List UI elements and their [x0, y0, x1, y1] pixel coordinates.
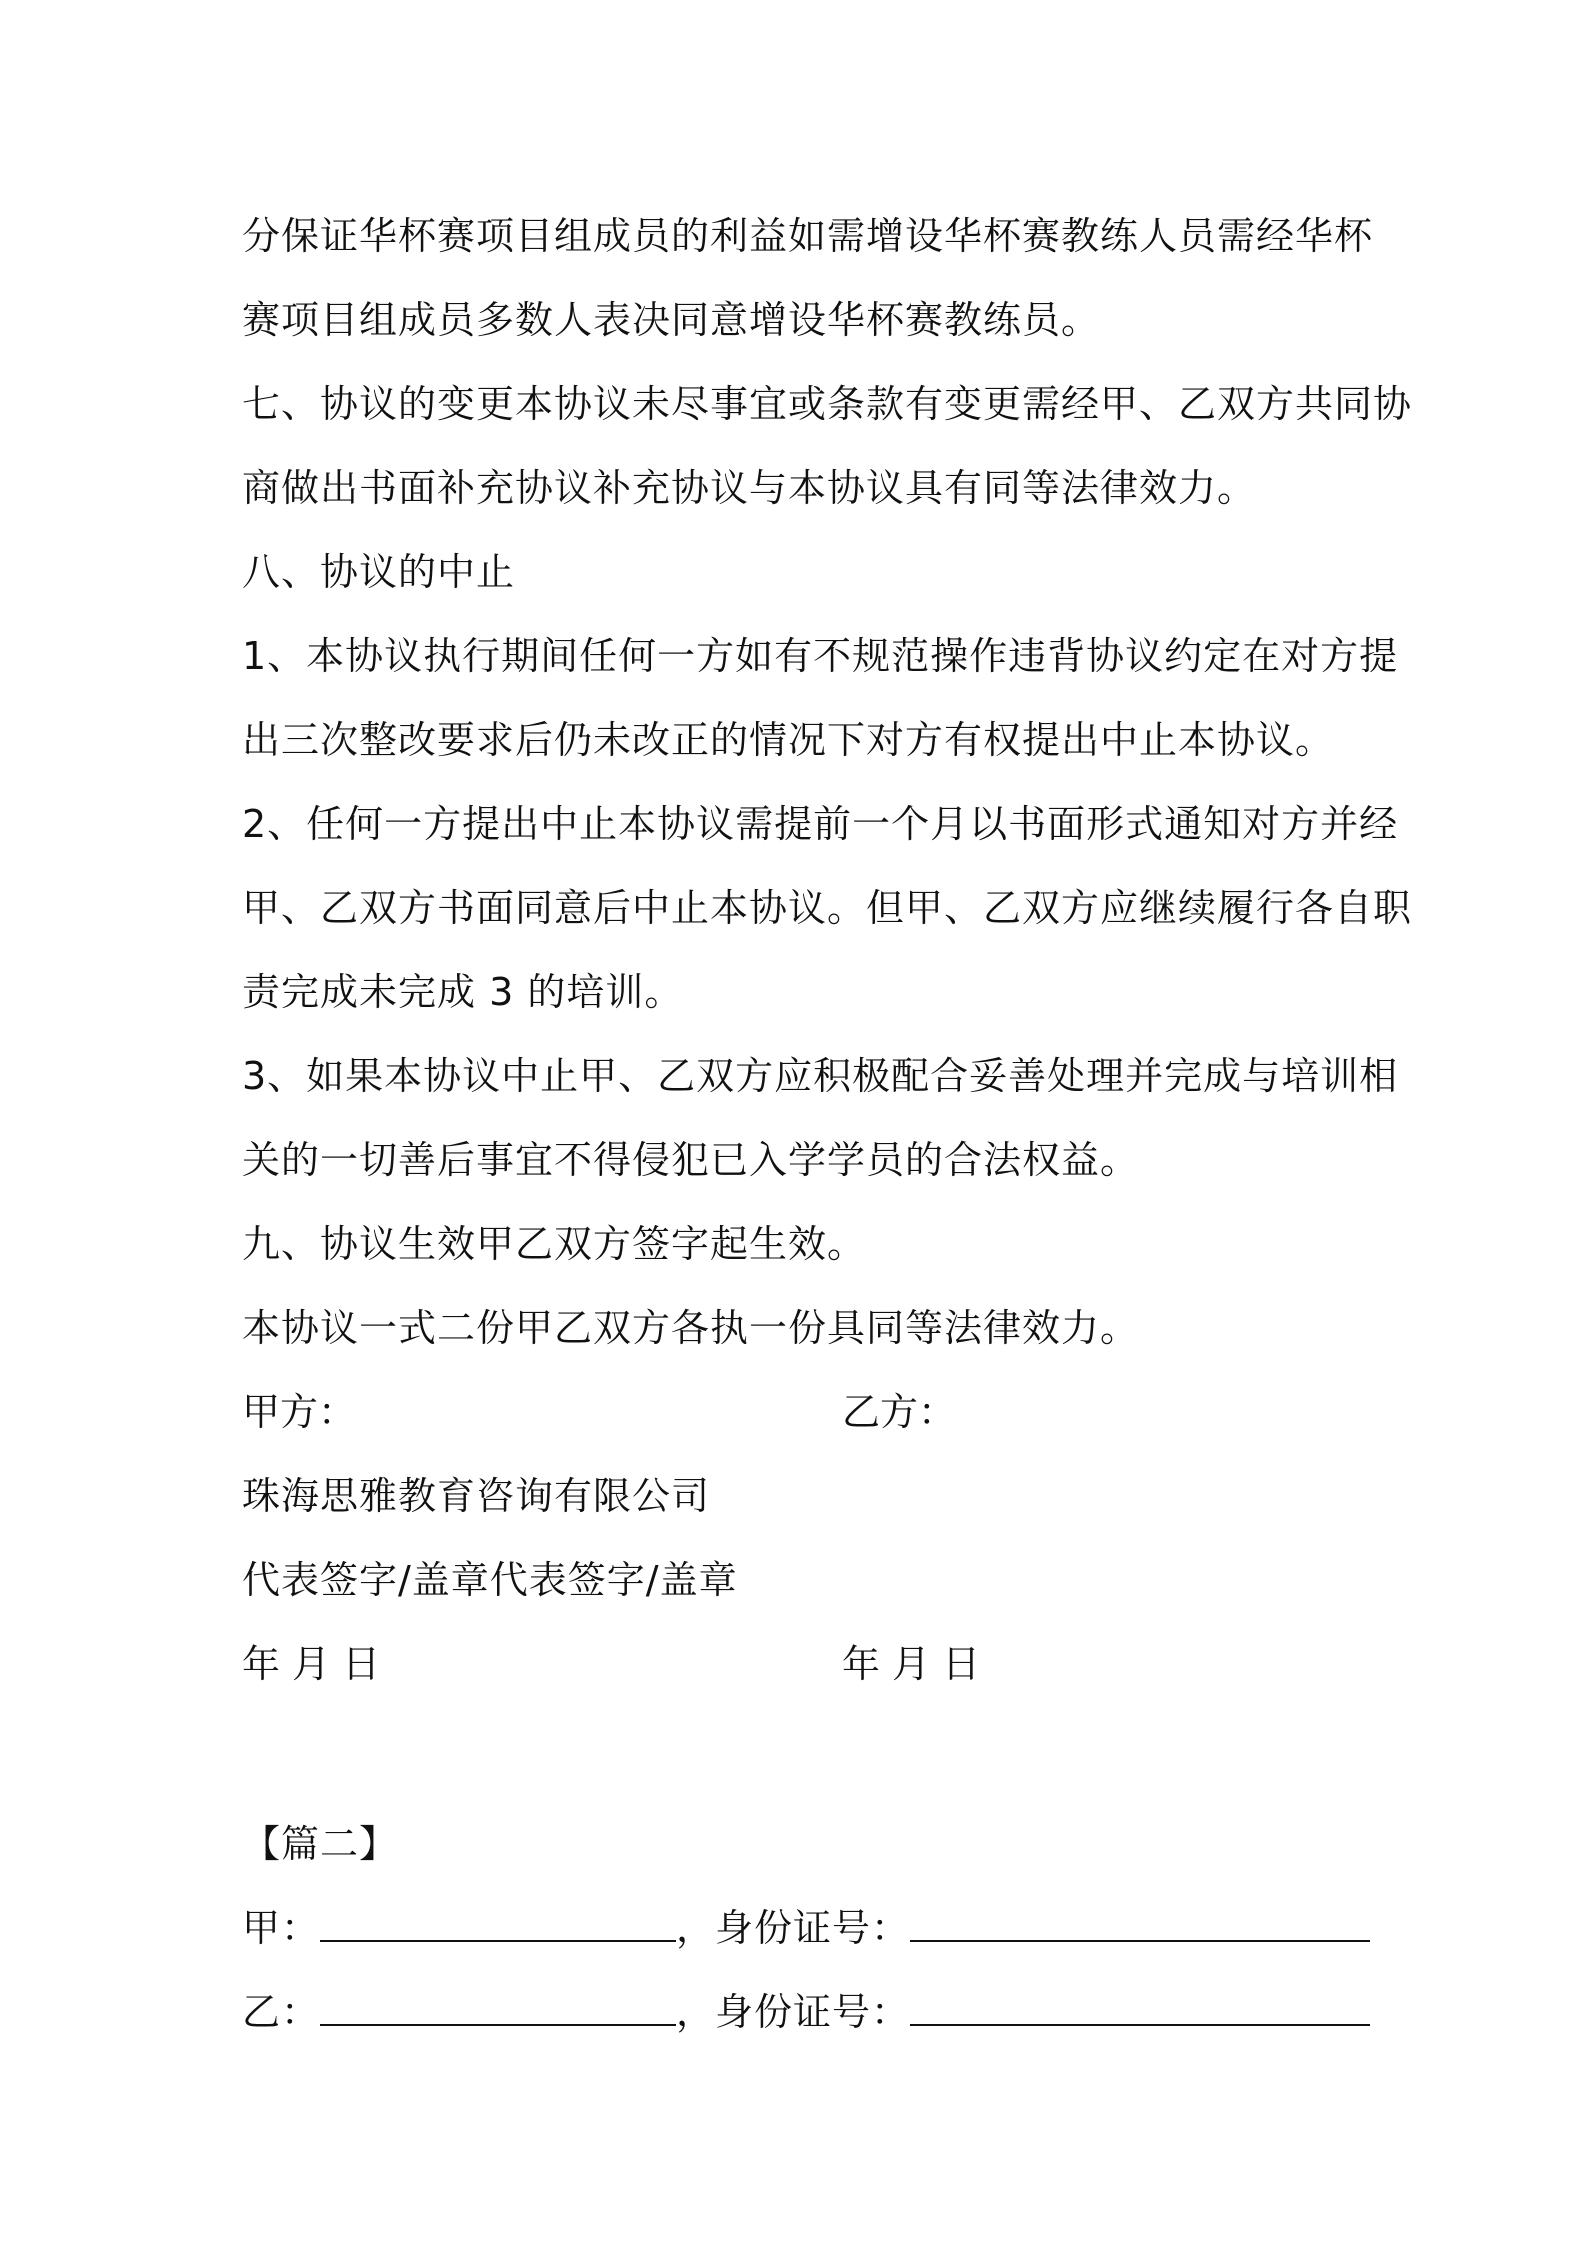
party-b-name-blank[interactable] — [320, 1970, 676, 2026]
paragraph-line: 3、如果本协议中止甲、乙双方应积极配合妥善处理并完成与培训相 — [242, 1054, 1399, 1098]
paragraph-line: 七、协议的变更本协议未尽事宜或条款有变更需经甲、乙双方共同协 — [242, 382, 1413, 426]
date-a: 年 月 日 — [242, 1642, 381, 1686]
paragraph-line: 赛项目组成员多数人表决同意增设华杯赛教练员。 — [242, 298, 1101, 342]
party-b-fill-row — [242, 1970, 1352, 2054]
id-number-label: ，身份证号： — [676, 1990, 911, 2034]
section-heading: 八、协议的中止 — [242, 550, 516, 594]
paragraph-line: 九、协议生效甲乙双方签字起生效。 — [242, 1222, 867, 1266]
company-name: 珠海思雅教育咨询有限公司 — [242, 1474, 711, 1518]
paragraph-line: 2、任何一方提出中止本协议需提前一个月以书面形式通知对方并经 — [242, 802, 1399, 846]
party-labels-row — [242, 1370, 1352, 1454]
paragraph-line: 商做出书面补充协议补充协议与本协议具有同等法律效力。 — [242, 466, 1257, 510]
date-b: 年 月 日 — [842, 1642, 981, 1686]
party-a-fill-label: 甲： — [242, 1906, 321, 1950]
party-a-name-blank[interactable] — [320, 1886, 676, 1942]
section-2-heading: 【篇二】 — [242, 1822, 399, 1866]
party-b-fill-label: 乙： — [242, 1990, 321, 2034]
paragraph-line: 责完成未完成 3 的培训。 — [242, 970, 684, 1014]
paragraph-line: 出三次整改要求后仍未改正的情况下对方有权提出中止本协议。 — [242, 718, 1335, 762]
party-a-label: 甲方： — [242, 1390, 357, 1434]
document-page — [242, 194, 1413, 2054]
party-a-fill-row — [242, 1886, 1352, 1970]
paragraph-line: 本协议一式二份甲乙双方各执一份具同等法律效力。 — [242, 1306, 1140, 1350]
paragraph-line: 1、本协议执行期间任何一方如有不规范操作违背协议约定在对方提 — [242, 634, 1399, 678]
paragraph-line: 甲、乙双方书面同意后中止本协议。但甲、乙双方应继续履行各自职 — [242, 886, 1413, 930]
id-number-label: ，身份证号： — [676, 1906, 911, 1950]
section-spacer — [242, 1706, 1352, 1802]
date-row — [242, 1622, 1352, 1706]
paragraph-line: 分保证华杯赛项目组成员的利益如需增设华杯赛教练人员需经华杯 — [242, 214, 1374, 258]
party-a-id-blank[interactable] — [910, 1886, 1370, 1942]
party-b-id-blank[interactable] — [910, 1970, 1370, 2026]
party-b-label: 乙方： — [842, 1390, 957, 1434]
signature-line: 代表签字/盖章代表签字/盖章 — [242, 1558, 738, 1602]
paragraph-line: 关的一切善后事宜不得侵犯已入学学员的合法权益。 — [242, 1138, 1140, 1182]
